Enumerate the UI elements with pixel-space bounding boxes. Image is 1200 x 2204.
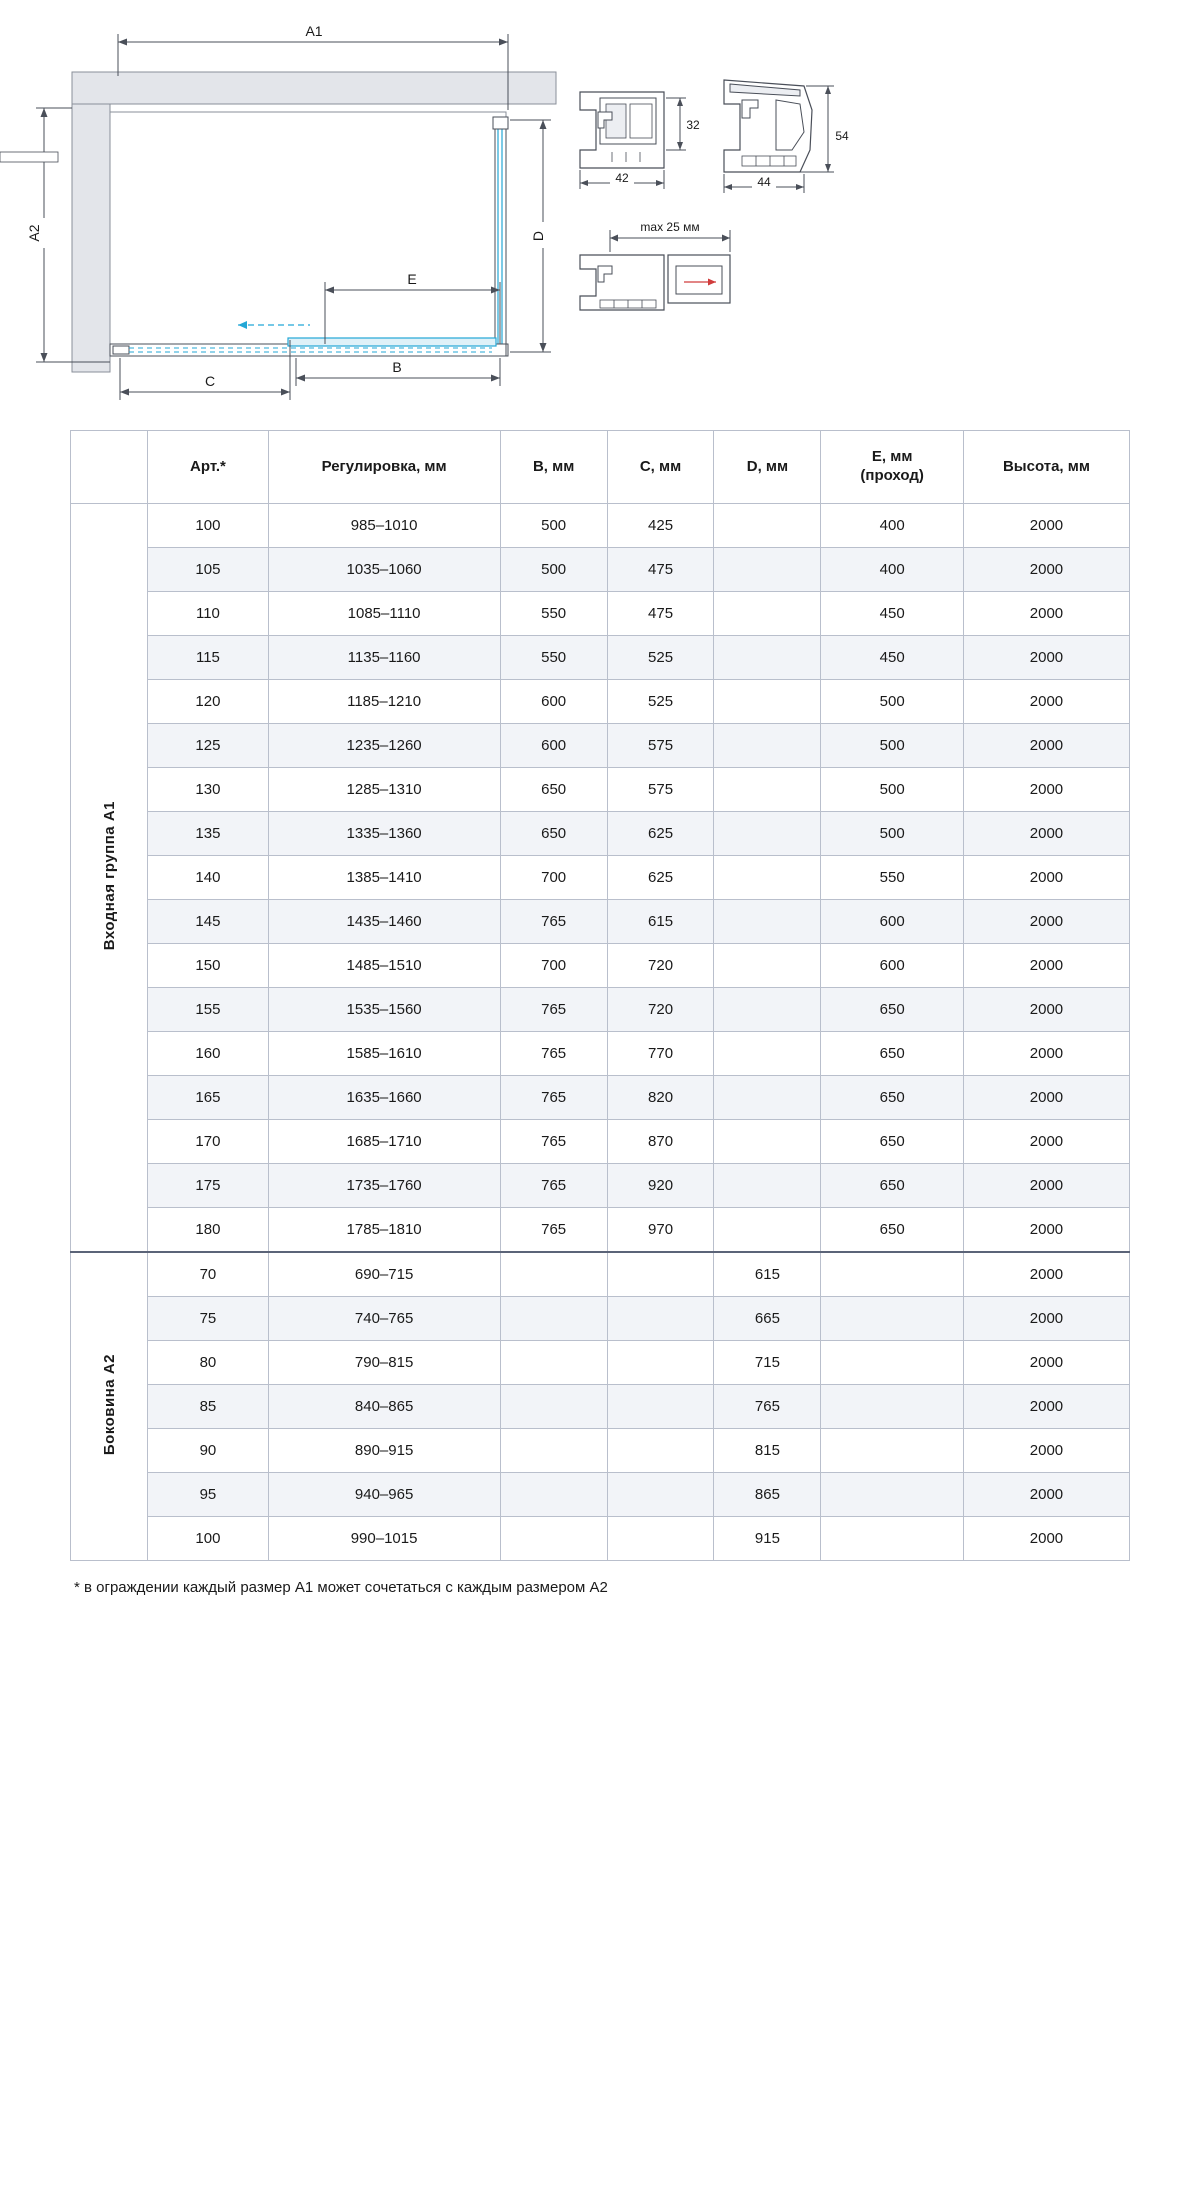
table-row — [71, 812, 1130, 856]
cell-d: 865 — [714, 1473, 821, 1517]
cell-d — [714, 988, 821, 1032]
table-row — [71, 1208, 1130, 1253]
cell-art: 165 — [148, 1076, 268, 1120]
cell-d — [714, 944, 821, 988]
cell-height: 2000 — [963, 680, 1129, 724]
cell-height: 2000 — [963, 1252, 1129, 1297]
header-group — [71, 431, 148, 504]
table-row — [71, 944, 1130, 988]
dimension-b — [296, 358, 500, 386]
table-row — [71, 1517, 1130, 1561]
cell-e — [821, 1473, 964, 1517]
cell-b: 765 — [500, 1208, 607, 1253]
dim-42-label: 42 — [615, 171, 629, 185]
cell-height: 2000 — [963, 1032, 1129, 1076]
cell-height: 2000 — [963, 1385, 1129, 1429]
cell-art: 180 — [148, 1208, 268, 1253]
cell-reg: 990–1015 — [268, 1517, 500, 1561]
table-row — [71, 988, 1130, 1032]
cell-c: 525 — [607, 636, 714, 680]
cell-c — [607, 1517, 714, 1561]
cell-d — [714, 680, 821, 724]
cell-reg: 1035–1060 — [268, 548, 500, 592]
table-row — [71, 1385, 1130, 1429]
cell-height: 2000 — [963, 988, 1129, 1032]
cell-b: 650 — [500, 768, 607, 812]
table-row — [71, 1252, 1130, 1297]
cell-b: 765 — [500, 900, 607, 944]
cell-c: 525 — [607, 680, 714, 724]
header-b: B, мм — [500, 431, 607, 504]
drawing-svg — [0, 0, 1200, 430]
table-row — [71, 1429, 1130, 1473]
cell-b — [500, 1385, 607, 1429]
cell-reg: 1285–1310 — [268, 768, 500, 812]
cell-d — [714, 636, 821, 680]
cell-b: 765 — [500, 1120, 607, 1164]
cell-height: 2000 — [963, 548, 1129, 592]
cell-d: 765 — [714, 1385, 821, 1429]
cell-e: 650 — [821, 1208, 964, 1253]
cell-d — [714, 1164, 821, 1208]
cell-c: 820 — [607, 1076, 714, 1120]
cell-b: 600 — [500, 724, 607, 768]
cell-c: 770 — [607, 1032, 714, 1076]
table-head — [71, 431, 1130, 504]
cell-reg: 985–1010 — [268, 504, 500, 548]
sliding-door-assembly — [110, 321, 506, 356]
cell-reg: 1535–1560 — [268, 988, 500, 1032]
group-label-cell — [71, 504, 148, 1253]
cell-reg: 940–965 — [268, 1473, 500, 1517]
technical-drawing — [0, 0, 1200, 430]
cell-height: 2000 — [963, 812, 1129, 856]
cell-reg: 1585–1610 — [268, 1032, 500, 1076]
spec-table-wrapper — [70, 430, 1130, 1561]
cell-e: 400 — [821, 548, 964, 592]
group-label-cell — [71, 1252, 148, 1561]
cell-height: 2000 — [963, 944, 1129, 988]
cell-b: 500 — [500, 504, 607, 548]
cell-b — [500, 1429, 607, 1473]
table-row — [71, 1341, 1130, 1385]
cell-e — [821, 1429, 964, 1473]
cell-e: 650 — [821, 1076, 964, 1120]
cell-art: 145 — [148, 900, 268, 944]
cell-art: 70 — [148, 1252, 268, 1297]
cell-art: 120 — [148, 680, 268, 724]
cell-height: 2000 — [963, 636, 1129, 680]
cell-c — [607, 1252, 714, 1297]
cell-reg: 1085–1110 — [268, 592, 500, 636]
cell-height: 2000 — [963, 1120, 1129, 1164]
header-reg: Регулировка, мм — [268, 431, 500, 504]
cell-art: 160 — [148, 1032, 268, 1076]
cell-art: 150 — [148, 944, 268, 988]
cell-d: 615 — [714, 1252, 821, 1297]
footnote: * в ограждении каждый размер A1 может сочетаться с каждым размером A2 — [74, 1579, 608, 1596]
cell-height: 2000 — [963, 768, 1129, 812]
table-row — [71, 1032, 1130, 1076]
cell-height: 2000 — [963, 1297, 1129, 1341]
cell-d — [714, 856, 821, 900]
table-row — [71, 900, 1130, 944]
cell-d: 715 — [714, 1341, 821, 1385]
cell-e: 650 — [821, 1164, 964, 1208]
cell-height: 2000 — [963, 1517, 1129, 1561]
cell-b: 765 — [500, 1032, 607, 1076]
cell-c: 475 — [607, 592, 714, 636]
cell-reg: 890–915 — [268, 1429, 500, 1473]
cell-b — [500, 1473, 607, 1517]
cell-b: 700 — [500, 856, 607, 900]
cell-e: 650 — [821, 988, 964, 1032]
cell-b: 765 — [500, 988, 607, 1032]
cell-reg: 1685–1710 — [268, 1120, 500, 1164]
dim-a2-label: A2 — [26, 224, 42, 242]
table-row — [71, 1297, 1130, 1341]
dim-32-label: 32 — [686, 118, 700, 132]
table-row — [71, 768, 1130, 812]
wall-top — [72, 72, 556, 104]
cell-d — [714, 548, 821, 592]
dim-d-label: D — [530, 230, 546, 242]
cell-e — [821, 1385, 964, 1429]
cell-b: 765 — [500, 1076, 607, 1120]
table-row — [71, 1473, 1130, 1517]
cell-b: 600 — [500, 680, 607, 724]
cell-d — [714, 1032, 821, 1076]
enclosure-outline — [110, 112, 506, 354]
cell-c — [607, 1297, 714, 1341]
cell-reg: 1435–1460 — [268, 900, 500, 944]
cell-b — [500, 1252, 607, 1297]
table-row — [71, 1120, 1130, 1164]
group-label: Входная группа A1 — [100, 800, 118, 951]
cell-art: 140 — [148, 856, 268, 900]
cell-b: 550 — [500, 636, 607, 680]
cell-c — [607, 1429, 714, 1473]
cell-c: 870 — [607, 1120, 714, 1164]
cell-height: 2000 — [963, 724, 1129, 768]
cell-art: 155 — [148, 988, 268, 1032]
dim-c-label: C — [204, 373, 216, 389]
cell-c — [607, 1473, 714, 1517]
cell-d — [714, 1120, 821, 1164]
cell-art: 100 — [148, 1517, 268, 1561]
cell-art: 125 — [148, 724, 268, 768]
cell-d — [714, 1208, 821, 1253]
header-c: C, мм — [607, 431, 714, 504]
cell-c: 625 — [607, 812, 714, 856]
table-body — [71, 504, 1130, 1561]
cell-reg: 1185–1210 — [268, 680, 500, 724]
cell-art: 110 — [148, 592, 268, 636]
cell-d — [714, 1076, 821, 1120]
cell-reg: 1785–1810 — [268, 1208, 500, 1253]
cell-height: 2000 — [963, 1076, 1129, 1120]
cell-c: 920 — [607, 1164, 714, 1208]
table-row — [71, 504, 1130, 548]
cell-art: 130 — [148, 768, 268, 812]
cell-b — [500, 1517, 607, 1561]
cell-c: 720 — [607, 944, 714, 988]
cell-e: 500 — [821, 680, 964, 724]
cell-d: 915 — [714, 1517, 821, 1561]
table-row — [71, 680, 1130, 724]
cell-reg: 740–765 — [268, 1297, 500, 1341]
cell-art: 115 — [148, 636, 268, 680]
cell-e: 500 — [821, 812, 964, 856]
cell-reg: 1635–1660 — [268, 1076, 500, 1120]
cell-b: 700 — [500, 944, 607, 988]
header-e-line2: (проход) — [860, 467, 924, 484]
cell-b — [500, 1297, 607, 1341]
cell-e: 550 — [821, 856, 964, 900]
header-d: D, мм — [714, 431, 821, 504]
dim-e-label: E — [407, 271, 417, 287]
cell-art: 85 — [148, 1385, 268, 1429]
table-row — [71, 856, 1130, 900]
cell-art: 100 — [148, 504, 268, 548]
cell-e: 600 — [821, 944, 964, 988]
max-gap-label: max 25 мм — [640, 220, 700, 234]
cell-reg: 790–815 — [268, 1341, 500, 1385]
cell-height: 2000 — [963, 592, 1129, 636]
table-row — [71, 636, 1130, 680]
cell-b: 765 — [500, 1164, 607, 1208]
cell-height: 2000 — [963, 856, 1129, 900]
cell-e — [821, 1252, 964, 1297]
cell-art: 175 — [148, 1164, 268, 1208]
cell-d — [714, 504, 821, 548]
dim-b-label: B — [392, 359, 402, 375]
cell-b: 550 — [500, 592, 607, 636]
wall-left — [72, 72, 110, 372]
cell-art: 80 — [148, 1341, 268, 1385]
cell-height: 2000 — [963, 1208, 1129, 1253]
cell-art: 75 — [148, 1297, 268, 1341]
cell-e: 500 — [821, 768, 964, 812]
detail-max-gap — [580, 218, 730, 310]
cell-e — [821, 1517, 964, 1561]
spec-table — [70, 430, 1130, 1561]
cell-d: 665 — [714, 1297, 821, 1341]
cell-c: 575 — [607, 768, 714, 812]
cell-d — [714, 724, 821, 768]
cell-c: 575 — [607, 724, 714, 768]
cell-art: 90 — [148, 1429, 268, 1473]
cell-e: 500 — [821, 724, 964, 768]
cell-e: 400 — [821, 504, 964, 548]
cell-c: 720 — [607, 988, 714, 1032]
cell-reg: 1485–1510 — [268, 944, 500, 988]
header-row — [71, 431, 1130, 504]
cell-b: 650 — [500, 812, 607, 856]
cell-art: 95 — [148, 1473, 268, 1517]
dim-44-label: 44 — [757, 175, 771, 189]
cell-e: 600 — [821, 900, 964, 944]
cell-reg: 690–715 — [268, 1252, 500, 1297]
cell-art: 135 — [148, 812, 268, 856]
table-row — [71, 724, 1130, 768]
cell-e: 650 — [821, 1120, 964, 1164]
table-row — [71, 592, 1130, 636]
cell-reg: 840–865 — [268, 1385, 500, 1429]
cell-c: 475 — [607, 548, 714, 592]
cell-art: 170 — [148, 1120, 268, 1164]
cell-c: 970 — [607, 1208, 714, 1253]
cell-reg: 1335–1360 — [268, 812, 500, 856]
group-label: Боковина A2 — [100, 1353, 118, 1456]
cell-height: 2000 — [963, 1473, 1129, 1517]
cell-e: 450 — [821, 636, 964, 680]
dim-54-label: 54 — [835, 129, 849, 143]
cell-height: 2000 — [963, 504, 1129, 548]
cell-e: 450 — [821, 592, 964, 636]
cell-height: 2000 — [963, 1341, 1129, 1385]
cell-c: 615 — [607, 900, 714, 944]
table-row — [71, 548, 1130, 592]
dimension-d — [510, 120, 552, 352]
cell-reg: 1385–1410 — [268, 856, 500, 900]
cell-c: 625 — [607, 856, 714, 900]
cell-c: 425 — [607, 504, 714, 548]
cell-e: 650 — [821, 1032, 964, 1076]
table-row — [71, 1164, 1130, 1208]
cell-b — [500, 1341, 607, 1385]
cell-height: 2000 — [963, 1164, 1129, 1208]
cell-d — [714, 900, 821, 944]
cell-art: 105 — [148, 548, 268, 592]
header-e — [821, 431, 964, 504]
cell-c — [607, 1385, 714, 1429]
cell-e — [821, 1341, 964, 1385]
cell-reg: 1735–1760 — [268, 1164, 500, 1208]
cell-d — [714, 812, 821, 856]
cell-height: 2000 — [963, 900, 1129, 944]
dimension-e — [325, 270, 500, 344]
cell-reg: 1135–1160 — [268, 636, 500, 680]
header-e-line1: E, мм — [871, 448, 913, 466]
header-height: Высота, мм — [963, 431, 1129, 504]
cell-reg: 1235–1260 — [268, 724, 500, 768]
cell-e — [821, 1297, 964, 1341]
cell-d — [714, 768, 821, 812]
cell-height: 2000 — [963, 1429, 1129, 1473]
dim-a1-label: A1 — [305, 23, 323, 39]
table-row — [71, 1076, 1130, 1120]
profile-section-44x54 — [724, 80, 849, 193]
cell-d: 815 — [714, 1429, 821, 1473]
header-art: Арт.* — [148, 431, 268, 504]
cell-b: 500 — [500, 548, 607, 592]
cell-d — [714, 592, 821, 636]
cell-c — [607, 1341, 714, 1385]
